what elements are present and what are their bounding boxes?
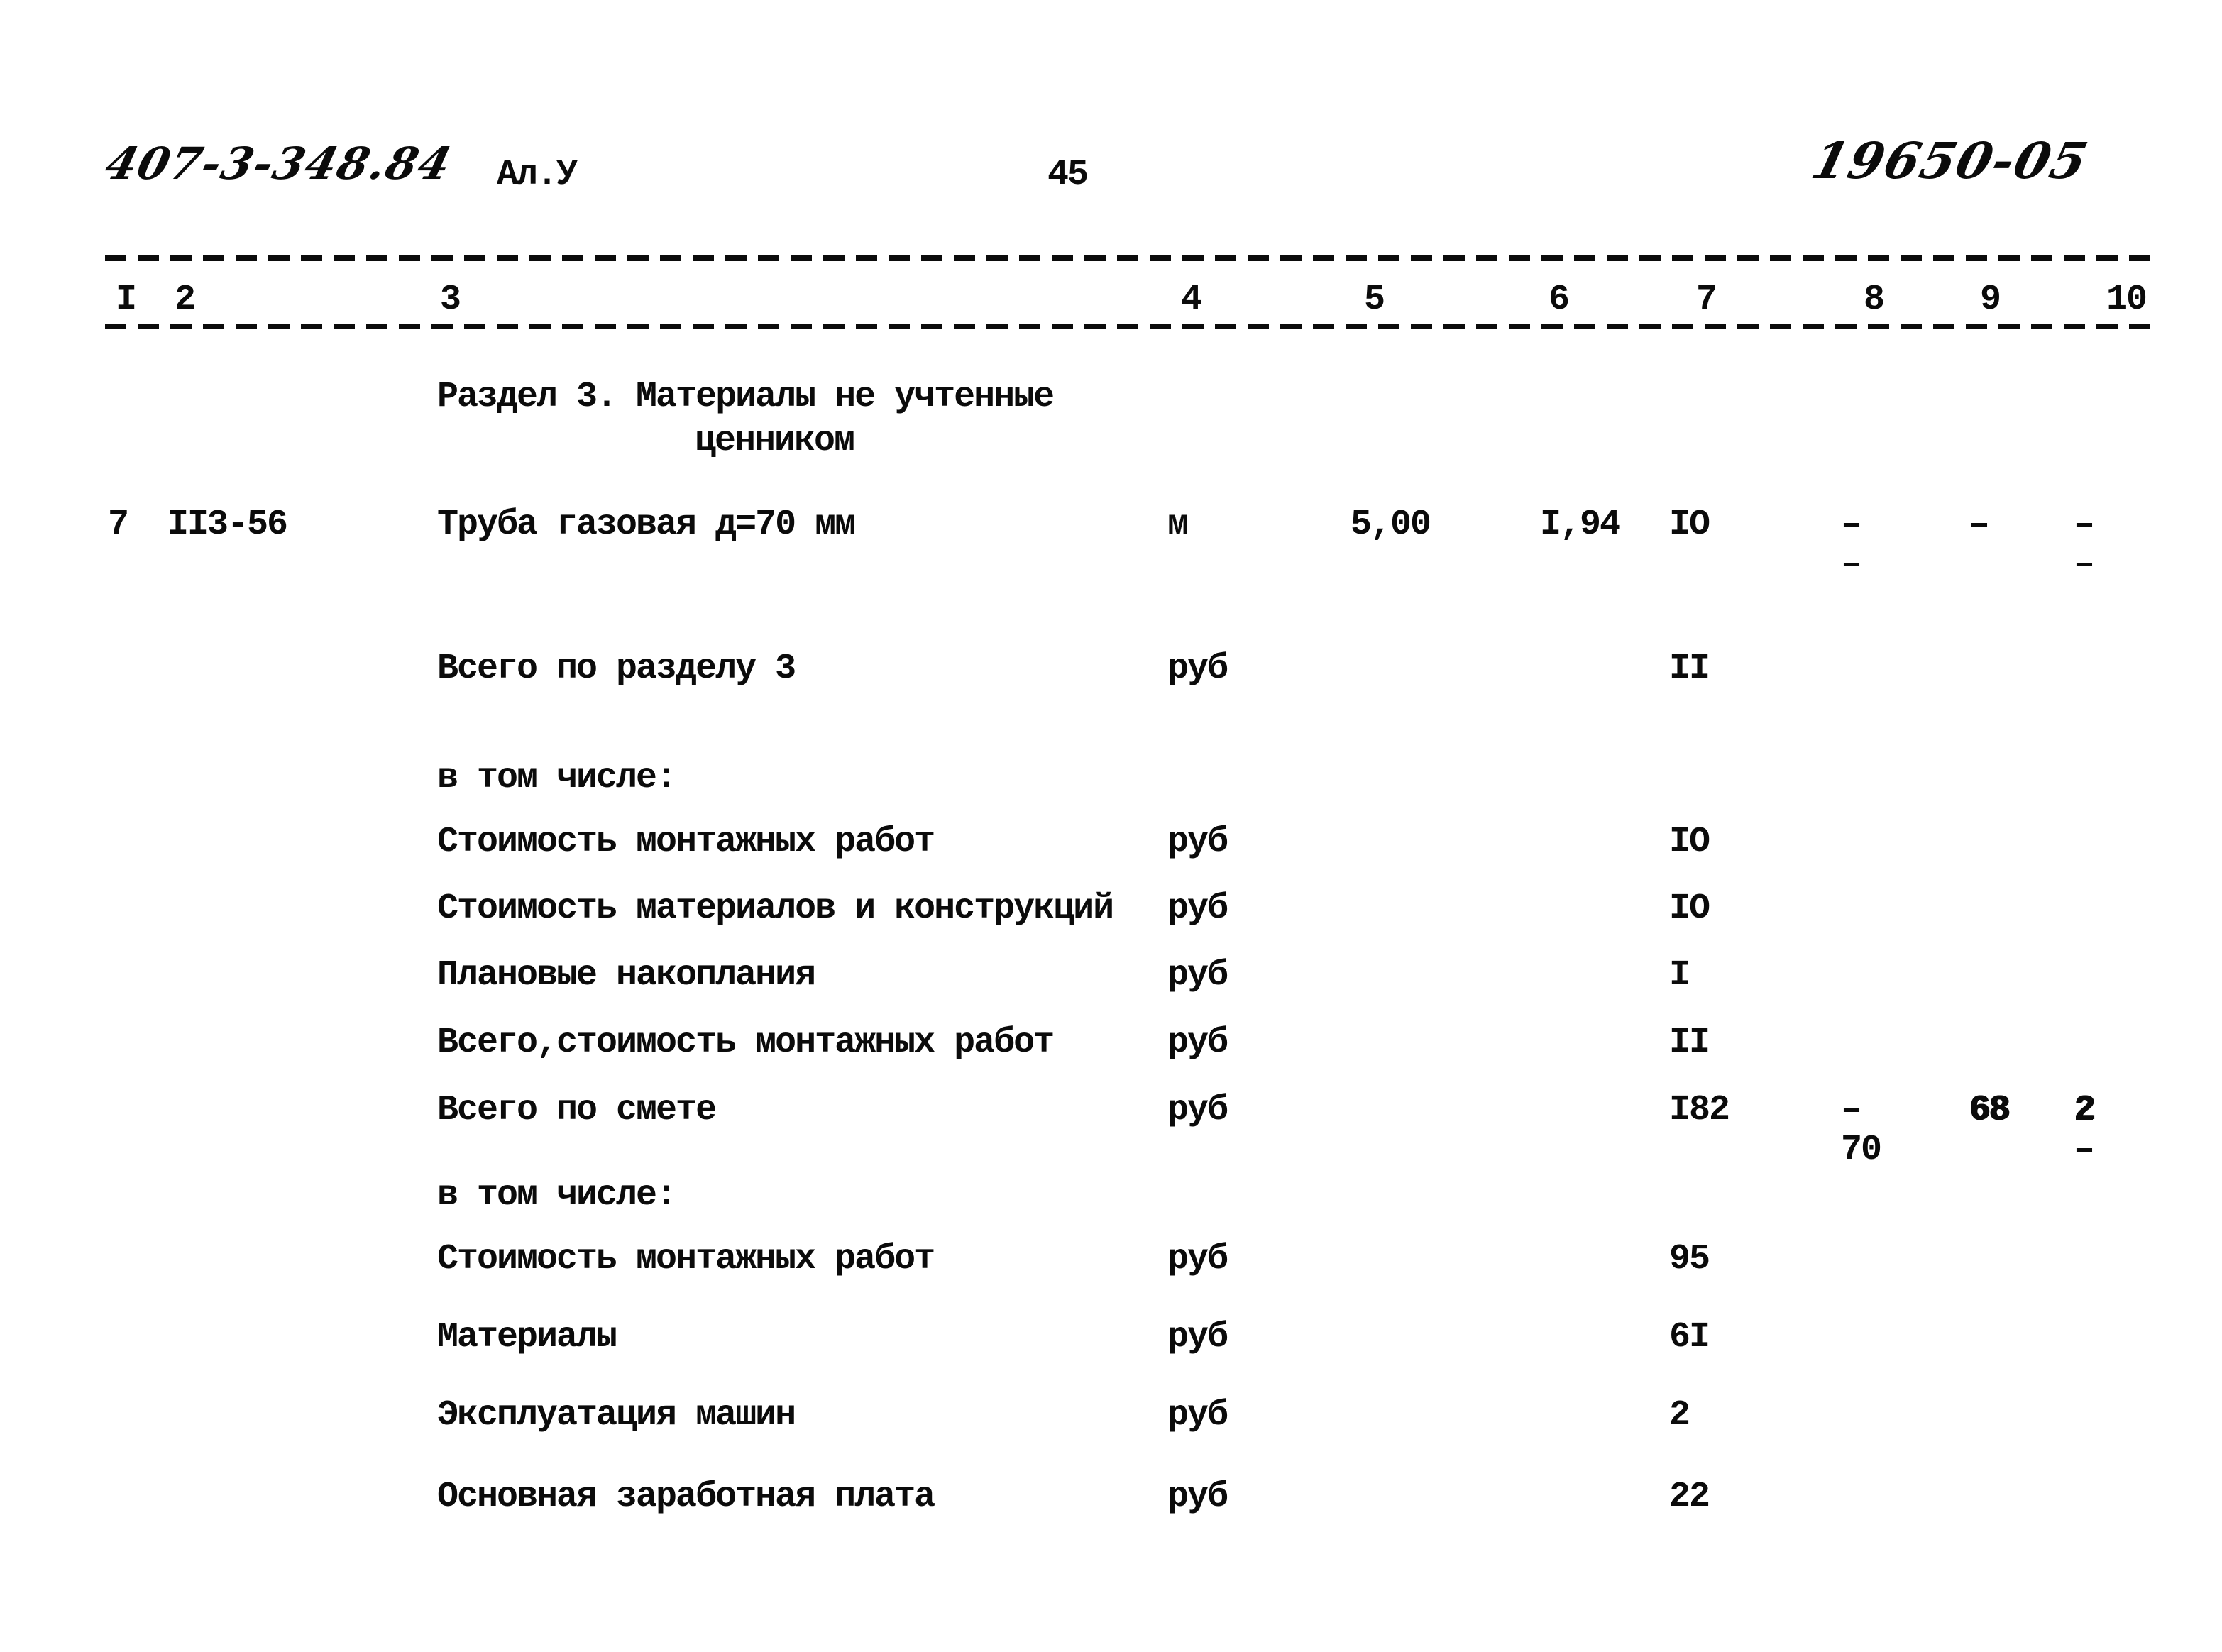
cell-col8-line2: –	[1841, 544, 1861, 585]
cell-unit: руб	[1167, 1395, 1228, 1436]
handwritten-doc-number: 407-3-348.84	[100, 138, 458, 189]
cell-unit: руб	[1167, 1239, 1228, 1279]
cell-col7: 2	[1669, 1395, 1690, 1436]
cell-description: Стоимость монтажных работ	[437, 1239, 935, 1279]
cell-unit: руб	[1167, 1317, 1228, 1358]
cell-description: Материалы	[437, 1317, 617, 1358]
section-title	[437, 377, 1111, 461]
cell-col8: –	[1841, 505, 1861, 545]
cell-col7: 95	[1669, 1239, 1710, 1279]
cell-unit: руб	[1167, 1090, 1228, 1130]
column-number-2: 2	[175, 280, 195, 320]
column-number-4: 4	[1181, 280, 1201, 320]
cell-col10-line2: –	[2074, 544, 2094, 585]
cell-description: в том числе:	[437, 1175, 676, 1216]
cell-description: Труба газовая д=70 мм	[437, 505, 855, 545]
cell-unit: руб	[1167, 822, 1228, 862]
cell-col7: IO	[1669, 822, 1710, 862]
cell-description: Всего по разделу 3	[437, 649, 796, 689]
column-number-6: 6	[1549, 280, 1569, 320]
cell-description: Всего,стоимость монтажных работ	[437, 1023, 1054, 1063]
page-number: 45	[1047, 155, 1088, 195]
cell-unit: руб	[1167, 649, 1228, 689]
cell-col9: 68	[1969, 1090, 2009, 1130]
cell-description: Стоимость материалов и конструкций	[437, 888, 1113, 929]
cell-col7: II	[1669, 649, 1710, 689]
handwritten-stamp-number: 19650-05	[1805, 131, 2095, 190]
cell-quantity: 5,00	[1351, 505, 1431, 545]
cell-col7: I	[1669, 955, 1690, 996]
section-title-line1: Раздел 3. Материалы не учтенные	[437, 377, 1054, 417]
cell-description: Плановые накоплания	[437, 955, 815, 996]
cell-col7: II	[1669, 1023, 1710, 1063]
cell-description: Основная заработная плата	[437, 1477, 935, 1517]
cell-col9: –	[1969, 505, 1989, 545]
column-number-5: 5	[1364, 280, 1385, 320]
cell-unit: руб	[1167, 955, 1228, 996]
cell-col7: 22	[1669, 1477, 1710, 1517]
column-number-10: 10	[2106, 280, 2147, 320]
cell-description: Эксплуатация машин	[437, 1395, 796, 1436]
dashed-rule-top	[105, 255, 2160, 261]
column-number-3: 3	[440, 280, 461, 320]
cell-col7: IO	[1669, 505, 1710, 545]
cell-unit: руб	[1167, 1477, 1228, 1517]
dashed-rule-bottom	[105, 324, 2160, 329]
cell-code: II3-56	[167, 505, 287, 545]
cell-col7: IO	[1669, 888, 1710, 929]
cell-description: в том числе:	[437, 758, 676, 798]
cell-unit: руб	[1167, 888, 1228, 929]
cell-col7: 6I	[1669, 1317, 1710, 1358]
cell-col7: I82	[1669, 1090, 1729, 1130]
cell-unit: руб	[1167, 1023, 1228, 1063]
column-number-1: I	[116, 280, 136, 320]
cell-col10-line2: –	[2074, 1130, 2094, 1170]
cell-description: Стоимость монтажных работ	[437, 822, 935, 862]
section-title-line2: ценником	[694, 421, 854, 461]
cell-item-no: 7	[108, 505, 128, 545]
column-number-9: 9	[1980, 280, 2001, 320]
cell-col10: 2	[2074, 1090, 2094, 1130]
column-number-8: 8	[1864, 280, 1884, 320]
cell-col10: –	[2074, 505, 2094, 545]
cell-col8-line2: 70	[1841, 1130, 1881, 1170]
cell-description: Всего по смете	[437, 1090, 716, 1130]
cell-col8: –	[1841, 1090, 1861, 1130]
cell-unit: м	[1167, 505, 1188, 545]
column-number-7: 7	[1696, 280, 1717, 320]
album-label: Ал.У	[497, 155, 577, 195]
cell-unit-price: I,94	[1540, 505, 1620, 545]
